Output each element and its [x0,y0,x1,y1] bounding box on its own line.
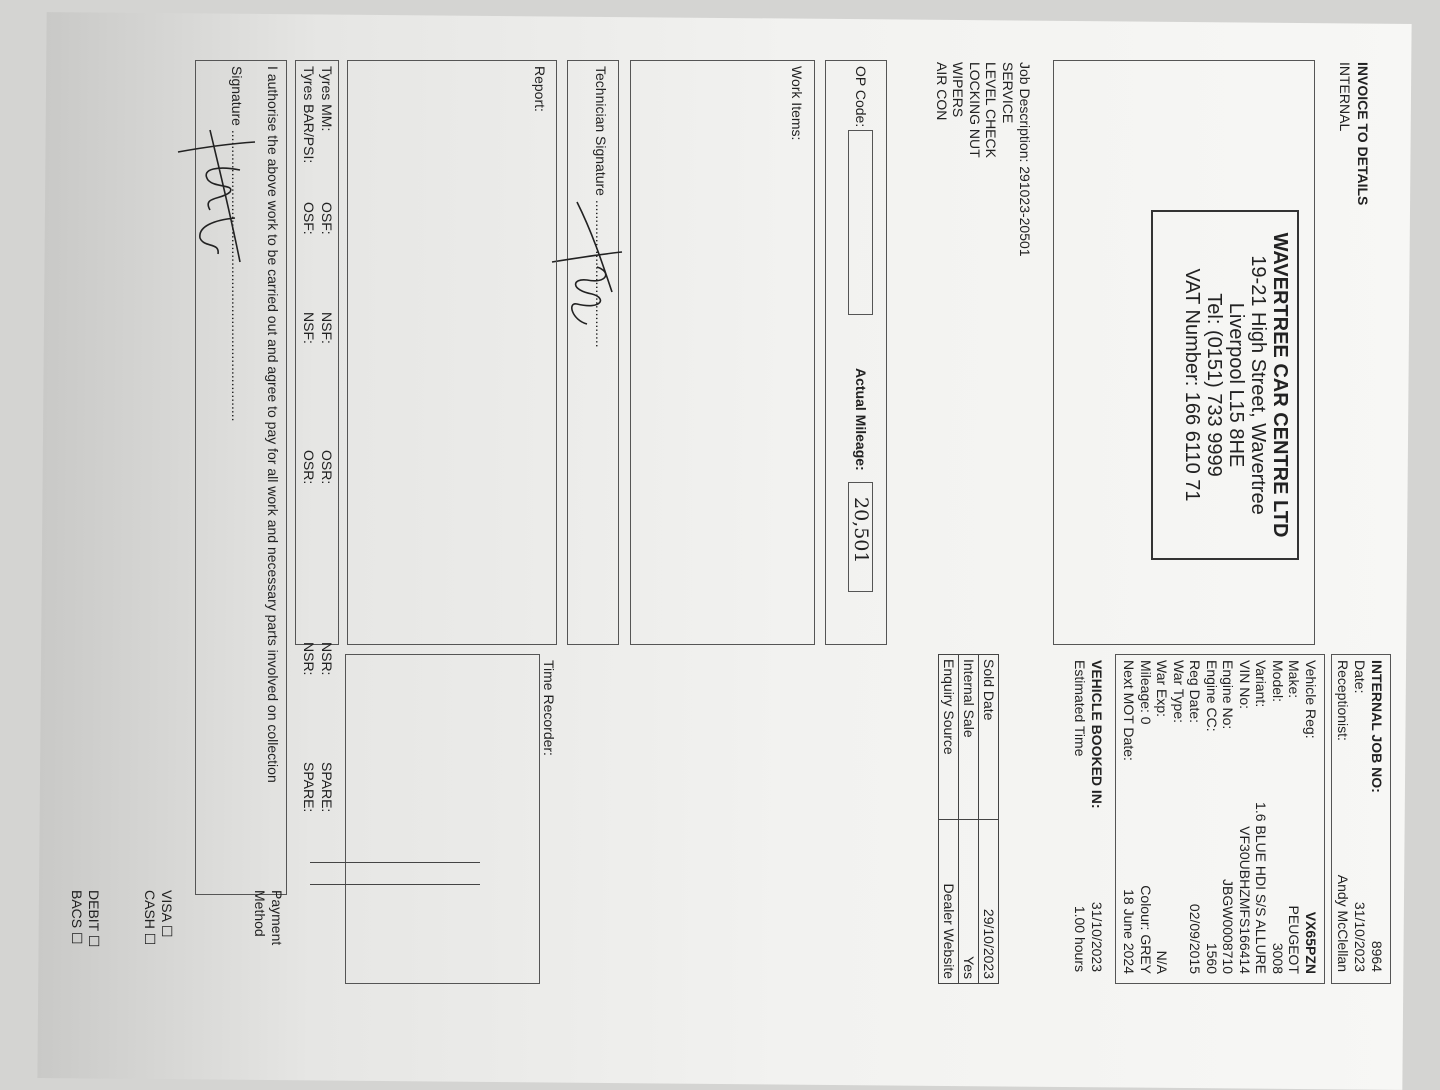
vehicle-label: Reg Date: [1187,660,1204,724]
table-row [959,655,979,984]
time-recorder-line [310,862,480,863]
booked-in-heading: VEHICLE BOOKED IN: [1089,660,1105,809]
company-name: WAVERTREE CAR CENTRE LTD [1269,232,1291,538]
mileage-field[interactable] [848,482,873,592]
table-row [939,655,959,984]
vehicle-value: Colour: GREY [1138,885,1154,974]
tyres-mm-nsr: NSR: [319,642,335,676]
tyres-bar-osf: OSF: [301,202,317,235]
report-label: Report: [532,66,548,112]
date-label: Date: [1352,660,1368,694]
payment-method-label2: Method [252,890,268,937]
estimated-time-label: Estimated Time [1072,660,1088,757]
vehicle-label: VIN No: [1237,660,1253,710]
company-vat: VAT Number: 166 6110 71 [1181,268,1203,502]
debit-checkbox[interactable]: DEBIT ☐ [86,890,102,948]
visa-checkbox[interactable]: VISA ☐ [159,890,175,938]
company-address-line2: Liverpool L15 8HE [1225,302,1247,468]
tyres-bar-nsr: NSR: [301,642,317,676]
time-recorder-box [345,654,540,984]
vehicle-label: Engine CC: [1204,660,1220,732]
vehicle-label: Engine No: [1220,660,1237,730]
receptionist-value: Andy McClellan [1335,874,1351,972]
vehicle-value: 1.6 BLUE HDI S/S ALLURE [1253,802,1270,974]
company-address-line1: 19-21 High Street, Wavertree [1247,255,1269,515]
vehicle-label: Mileage: 0 [1138,660,1154,725]
vehicle-value: 1560 [1204,942,1220,974]
cash-checkbox[interactable]: CASH ☐ [142,890,158,946]
mileage-handwritten: 20,501 [850,497,872,564]
estimated-time-value: 1.00 hours [1072,905,1088,972]
internal-job-number: 8964 [1369,940,1385,972]
vehicle-value: PEUGEOT [1286,905,1303,974]
vehicle-label: Make: [1286,660,1303,699]
bacs-checkbox[interactable]: BACS ☐ [69,890,85,945]
op-code-field[interactable] [848,130,873,315]
job-item: LEVEL CHECK [983,62,1000,158]
vehicle-values [1121,742,1319,974]
company-tel: Tel: (0151) 733 9999 [1203,293,1225,477]
job-description-label: Job Description: 291023-20501 [1017,62,1033,257]
time-recorder-line [310,884,480,885]
op-code-label: OP Code: [853,66,869,128]
vehicle-label: Next MOT Date: [1121,660,1138,761]
tyres-bar-spare: SPARE: [301,762,317,813]
job-card-sheet [35,42,1405,1042]
vehicle-label: War Exp: [1154,660,1171,718]
vehicle-value: 3008 [1270,942,1286,974]
job-item: SERVICE [1000,62,1016,124]
job-item: AIR CON [934,62,950,121]
company-stamp [1151,210,1299,560]
customer-signature-label: Signature ........................................................................... [229,66,245,422]
date-value: 31/10/2023 [1352,901,1368,972]
vehicle-value: JBGW0008710 [1220,879,1237,974]
vehicle-reg-value: VX65PZN [1303,911,1319,974]
mileage-label: Actual Mileage: [853,368,869,471]
job-item: LOCKING NUT [967,62,983,158]
tyres-mm-label: Tyres MM: [319,66,335,132]
sale-label: Internal Sale [959,655,979,820]
tyres-mm-spare: SPARE: [319,762,335,813]
tyres-bar-nsf: NSF: [301,312,317,344]
work-items-label: Work Items: [789,66,805,141]
invoice-to-heading: INVOICE TO DETAILS [1355,62,1371,206]
sale-label: Enquiry Source [939,655,959,820]
tyres-bar-osr: OSR: [301,450,317,485]
vehicle-label: Model: [1270,660,1286,703]
sale-value: 29/10/2023 [979,819,999,983]
vehicle-label: Variant: [1253,660,1270,708]
vehicle-value: N/A [1154,950,1171,974]
vehicle-value: VF30UBHZMFS166414 [1237,826,1253,974]
receptionist-label: Receptionist: [1335,660,1351,741]
tyres-mm-osf: OSF: [319,202,335,235]
internal-job-heading: INTERNAL JOB NO: [1369,660,1385,793]
invoice-to-value: INTERNAL [1337,62,1353,132]
vehicle-label: War Type: [1171,660,1187,724]
payment-method-label: Payment [269,890,285,946]
customer-signature [170,122,270,272]
vehicle-label: Vehicle Reg: [1303,660,1319,739]
booked-in-date: 31/10/2023 [1089,901,1105,972]
vehicle-value: 18 June 2024 [1121,889,1138,974]
sale-table [938,654,999,984]
table-row [979,655,999,984]
authorisation-text: I authorise the above work to be carried out and agree to pay for all work and necessary parts involved on collection [265,66,281,783]
tyres-bar-label: Tyres BAR/PSI: [301,66,317,164]
report-box [347,60,557,645]
time-recorder-label: Time Recorder: [541,660,557,756]
job-item: WIPERS [950,62,967,118]
tyres-mm-nsf: NSF: [319,312,335,344]
job-items-list [934,62,1017,158]
sale-value: Yes [959,819,979,983]
technician-signature-label: Technician Signature ...................................... [593,66,609,348]
vehicle-value: 02/09/2015 [1187,903,1204,974]
sale-value: Dealer Website [939,819,959,983]
sale-label: Sold Date [979,655,999,820]
work-items-box [630,60,815,645]
tyres-mm-osr: OSR: [319,450,335,485]
